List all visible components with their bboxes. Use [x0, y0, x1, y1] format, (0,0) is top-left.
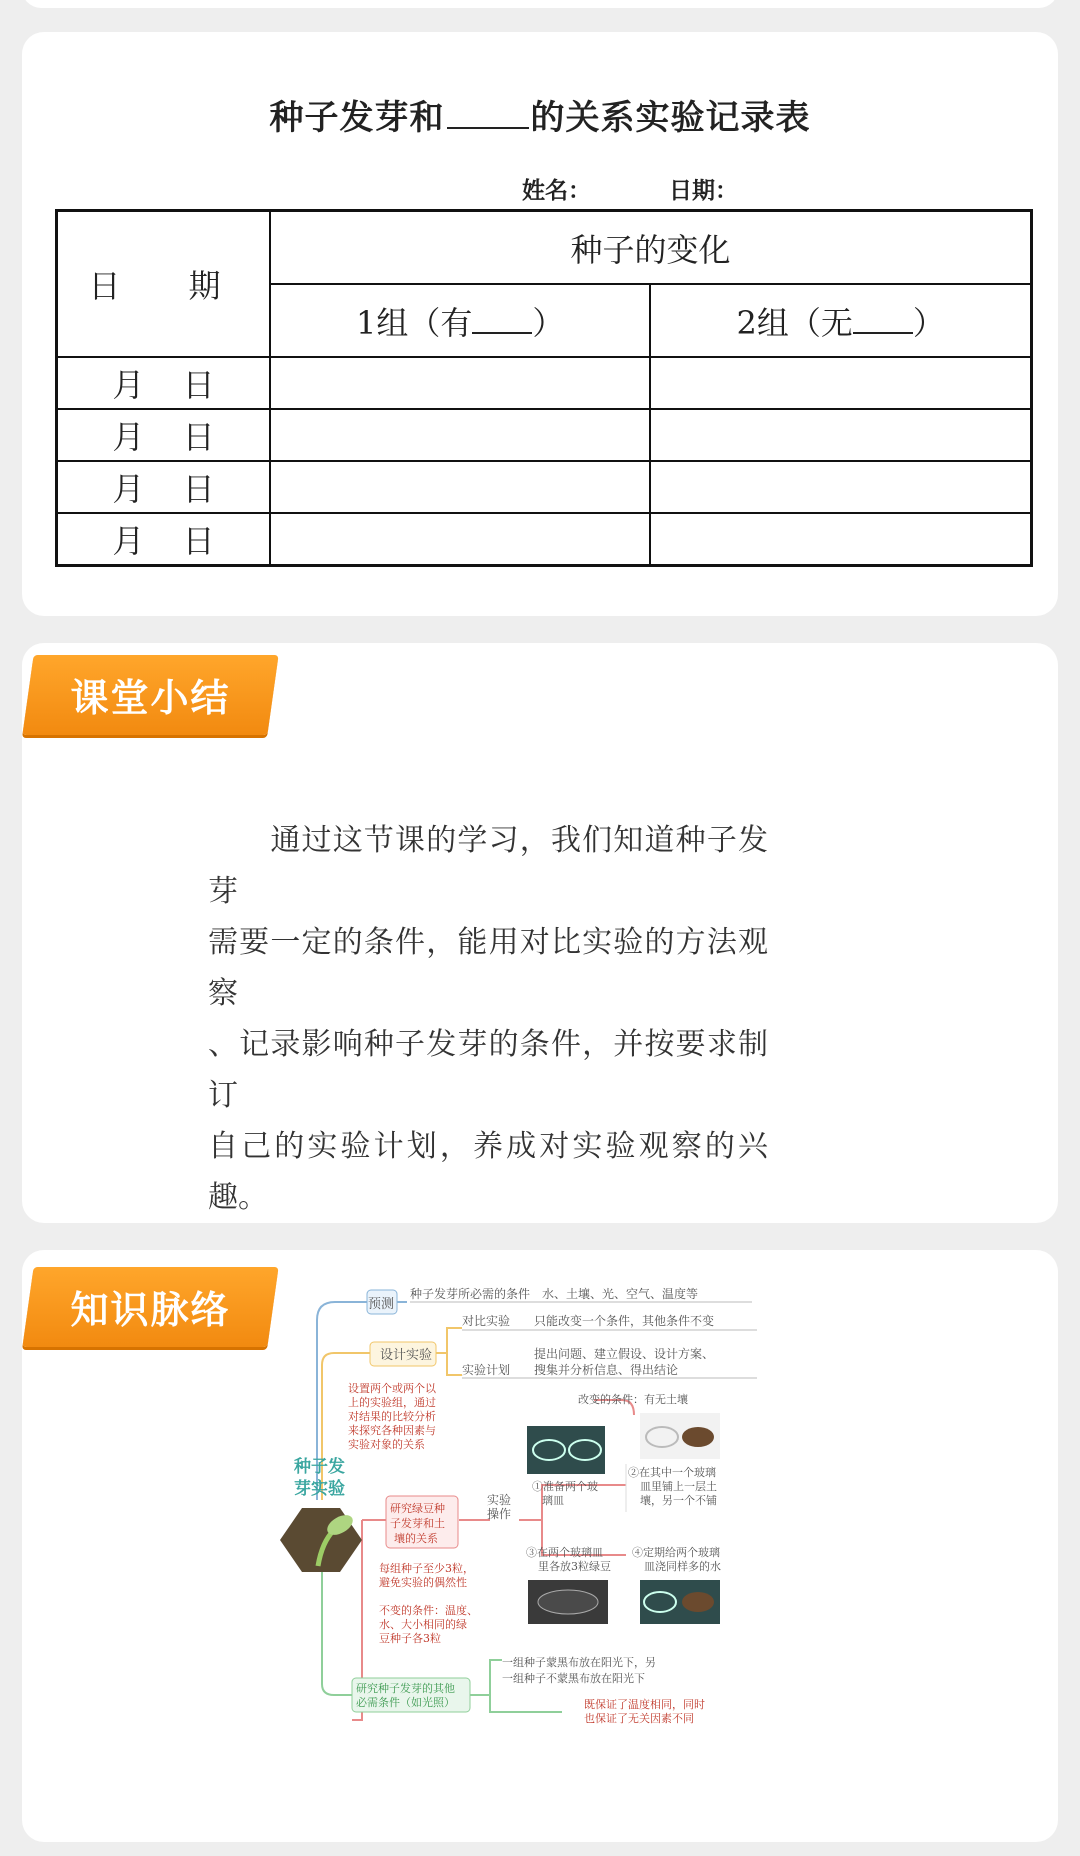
- light-text: 一组种子蒙黑布放在阳光下，另: [502, 1656, 656, 1669]
- other-node: 研究种子发芽的其他: [356, 1682, 455, 1695]
- group1-cell[interactable]: [270, 357, 650, 409]
- predict-node: 预测: [368, 1297, 395, 1312]
- summary-line: 、记录影响种子发芽的条件，并按要求制订: [208, 1027, 768, 1113]
- changed-condition: 改变的条件：有无土壤: [578, 1393, 688, 1406]
- group1-header: 1组（有 ）: [270, 284, 650, 357]
- summary-text: [208, 815, 768, 1223]
- knowledge-card: [22, 1250, 1058, 1842]
- research-node: 研究绿豆种: [390, 1502, 445, 1515]
- svg-text:子发芽和土: 子发芽和土: [390, 1517, 445, 1530]
- title-part-2: 的关系实验记录表: [530, 98, 811, 138]
- group2-header: 2组（无 ）: [650, 284, 1031, 357]
- summary-line: 通过这节课的学习，我们知道种子发芽: [208, 823, 768, 909]
- summary-heading: 课堂小结: [70, 676, 231, 720]
- date-cell: 月 日: [57, 357, 271, 409]
- table-row: [57, 513, 1032, 566]
- svg-text:水、大小相同的绿: 水、大小相同的绿: [379, 1618, 467, 1631]
- name-label: 姓名：: [522, 178, 591, 204]
- svg-text:一组种子不蒙黑布放在阳光下: 一组种子不蒙黑布放在阳光下: [502, 1672, 645, 1685]
- predict-text: 种子发芽所必需的条件 水、土壤、光、空气、温度等: [410, 1287, 699, 1301]
- date-column-header: 日 期: [57, 211, 271, 358]
- step2-text: ②在其中一个玻璃: [628, 1466, 716, 1479]
- title-part-1: 种子发芽和: [269, 98, 445, 138]
- svg-text:壤，另一个不铺: 壤，另一个不铺: [640, 1494, 717, 1507]
- seed-note: 每组种子至少3粒，: [379, 1562, 474, 1575]
- previous-card: [22, 0, 1058, 8]
- group1-cell[interactable]: [270, 461, 650, 513]
- design-node: 设计实验: [380, 1348, 433, 1363]
- svg-text:也保证了无关因素不同: 也保证了无关因素不同: [584, 1712, 694, 1725]
- svg-text:皿里铺上一层土: 皿里铺上一层土: [640, 1480, 717, 1493]
- table-row: [57, 357, 1032, 409]
- table-row: [57, 461, 1032, 513]
- center-title-1: 种子发: [294, 1457, 345, 1477]
- group2-cell[interactable]: [650, 461, 1031, 513]
- date-cell: 月 日: [57, 461, 271, 513]
- summary-card: [22, 643, 1058, 1223]
- plan-text-1: 提出问题、建立假设、设计方案、: [534, 1347, 715, 1361]
- summary-ribbon: [22, 655, 278, 735]
- svg-text:里各放3粒绿豆: 里各放3粒绿豆: [538, 1560, 611, 1573]
- change-column-header: 种子的变化: [270, 211, 1032, 285]
- step1-text: ①准备两个玻: [532, 1480, 598, 1493]
- group2-cell[interactable]: [650, 409, 1031, 461]
- svg-text:对结果的比较分析: 对结果的比较分析: [348, 1410, 436, 1423]
- contrast-node: 对比实验: [462, 1314, 511, 1328]
- date-cell: 月 日: [57, 513, 271, 566]
- step4-text: ④定期给两个玻璃: [632, 1546, 720, 1559]
- knowledge-ribbon: [22, 1267, 278, 1347]
- operation-label-2: 操作: [487, 1507, 512, 1521]
- svg-text:豆种子各3粒: 豆种子各3粒: [379, 1632, 441, 1645]
- record-table: [55, 209, 1033, 567]
- knowledge-heading: 知识脉络: [70, 1288, 231, 1332]
- operation-label-1: 实验: [487, 1493, 512, 1507]
- summary-line: 需要一定的条件，能用对比实验的方法观察: [208, 925, 768, 1011]
- svg-text:壤的关系: 壤的关系: [394, 1532, 438, 1545]
- group1-cell[interactable]: [270, 409, 650, 461]
- record-sheet-card: [22, 32, 1058, 616]
- unchanged-condition: 不变的条件：温度、: [379, 1604, 478, 1617]
- svg-text:避免实验的偶然性: 避免实验的偶然性: [379, 1576, 467, 1589]
- sheet-title: [22, 90, 1058, 139]
- group2-cell[interactable]: [650, 513, 1031, 566]
- group1-cell[interactable]: [270, 513, 650, 566]
- step3-text: ③在两个玻璃皿: [526, 1546, 603, 1559]
- svg-text:皿浇同样多的水: 皿浇同样多的水: [644, 1560, 721, 1573]
- plan-text-2: 搜集并分析信息、得出结论: [534, 1363, 679, 1377]
- group2-cell[interactable]: [650, 357, 1031, 409]
- plan-node: 实验计划: [462, 1363, 511, 1377]
- summary-line: 自己的实验计划，养成对实验观察的兴趣。: [208, 1129, 768, 1215]
- svg-text:必需条件（如光照）: 必需条件（如光照）: [356, 1696, 455, 1709]
- contrast-text: 只能改变一个条件，其他条件不变: [534, 1314, 715, 1328]
- svg-text:来探究各种因素与: 来探究各种因素与: [348, 1424, 436, 1437]
- date-label: 日期：: [669, 178, 739, 204]
- svg-text:璃皿: 璃皿: [542, 1494, 564, 1507]
- design-note: 设置两个或两个以: [348, 1382, 436, 1395]
- date-cell: 月 日: [57, 409, 271, 461]
- table-row: [57, 409, 1032, 461]
- light-note: 既保证了温度相同，同时: [584, 1698, 705, 1711]
- center-title-2: 芽实验: [294, 1479, 345, 1499]
- svg-text:实验对象的关系: 实验对象的关系: [348, 1438, 425, 1451]
- svg-text:上的实验组，通过: 上的实验组，通过: [348, 1396, 436, 1409]
- meta-row: [522, 172, 808, 205]
- title-blank: [447, 99, 529, 129]
